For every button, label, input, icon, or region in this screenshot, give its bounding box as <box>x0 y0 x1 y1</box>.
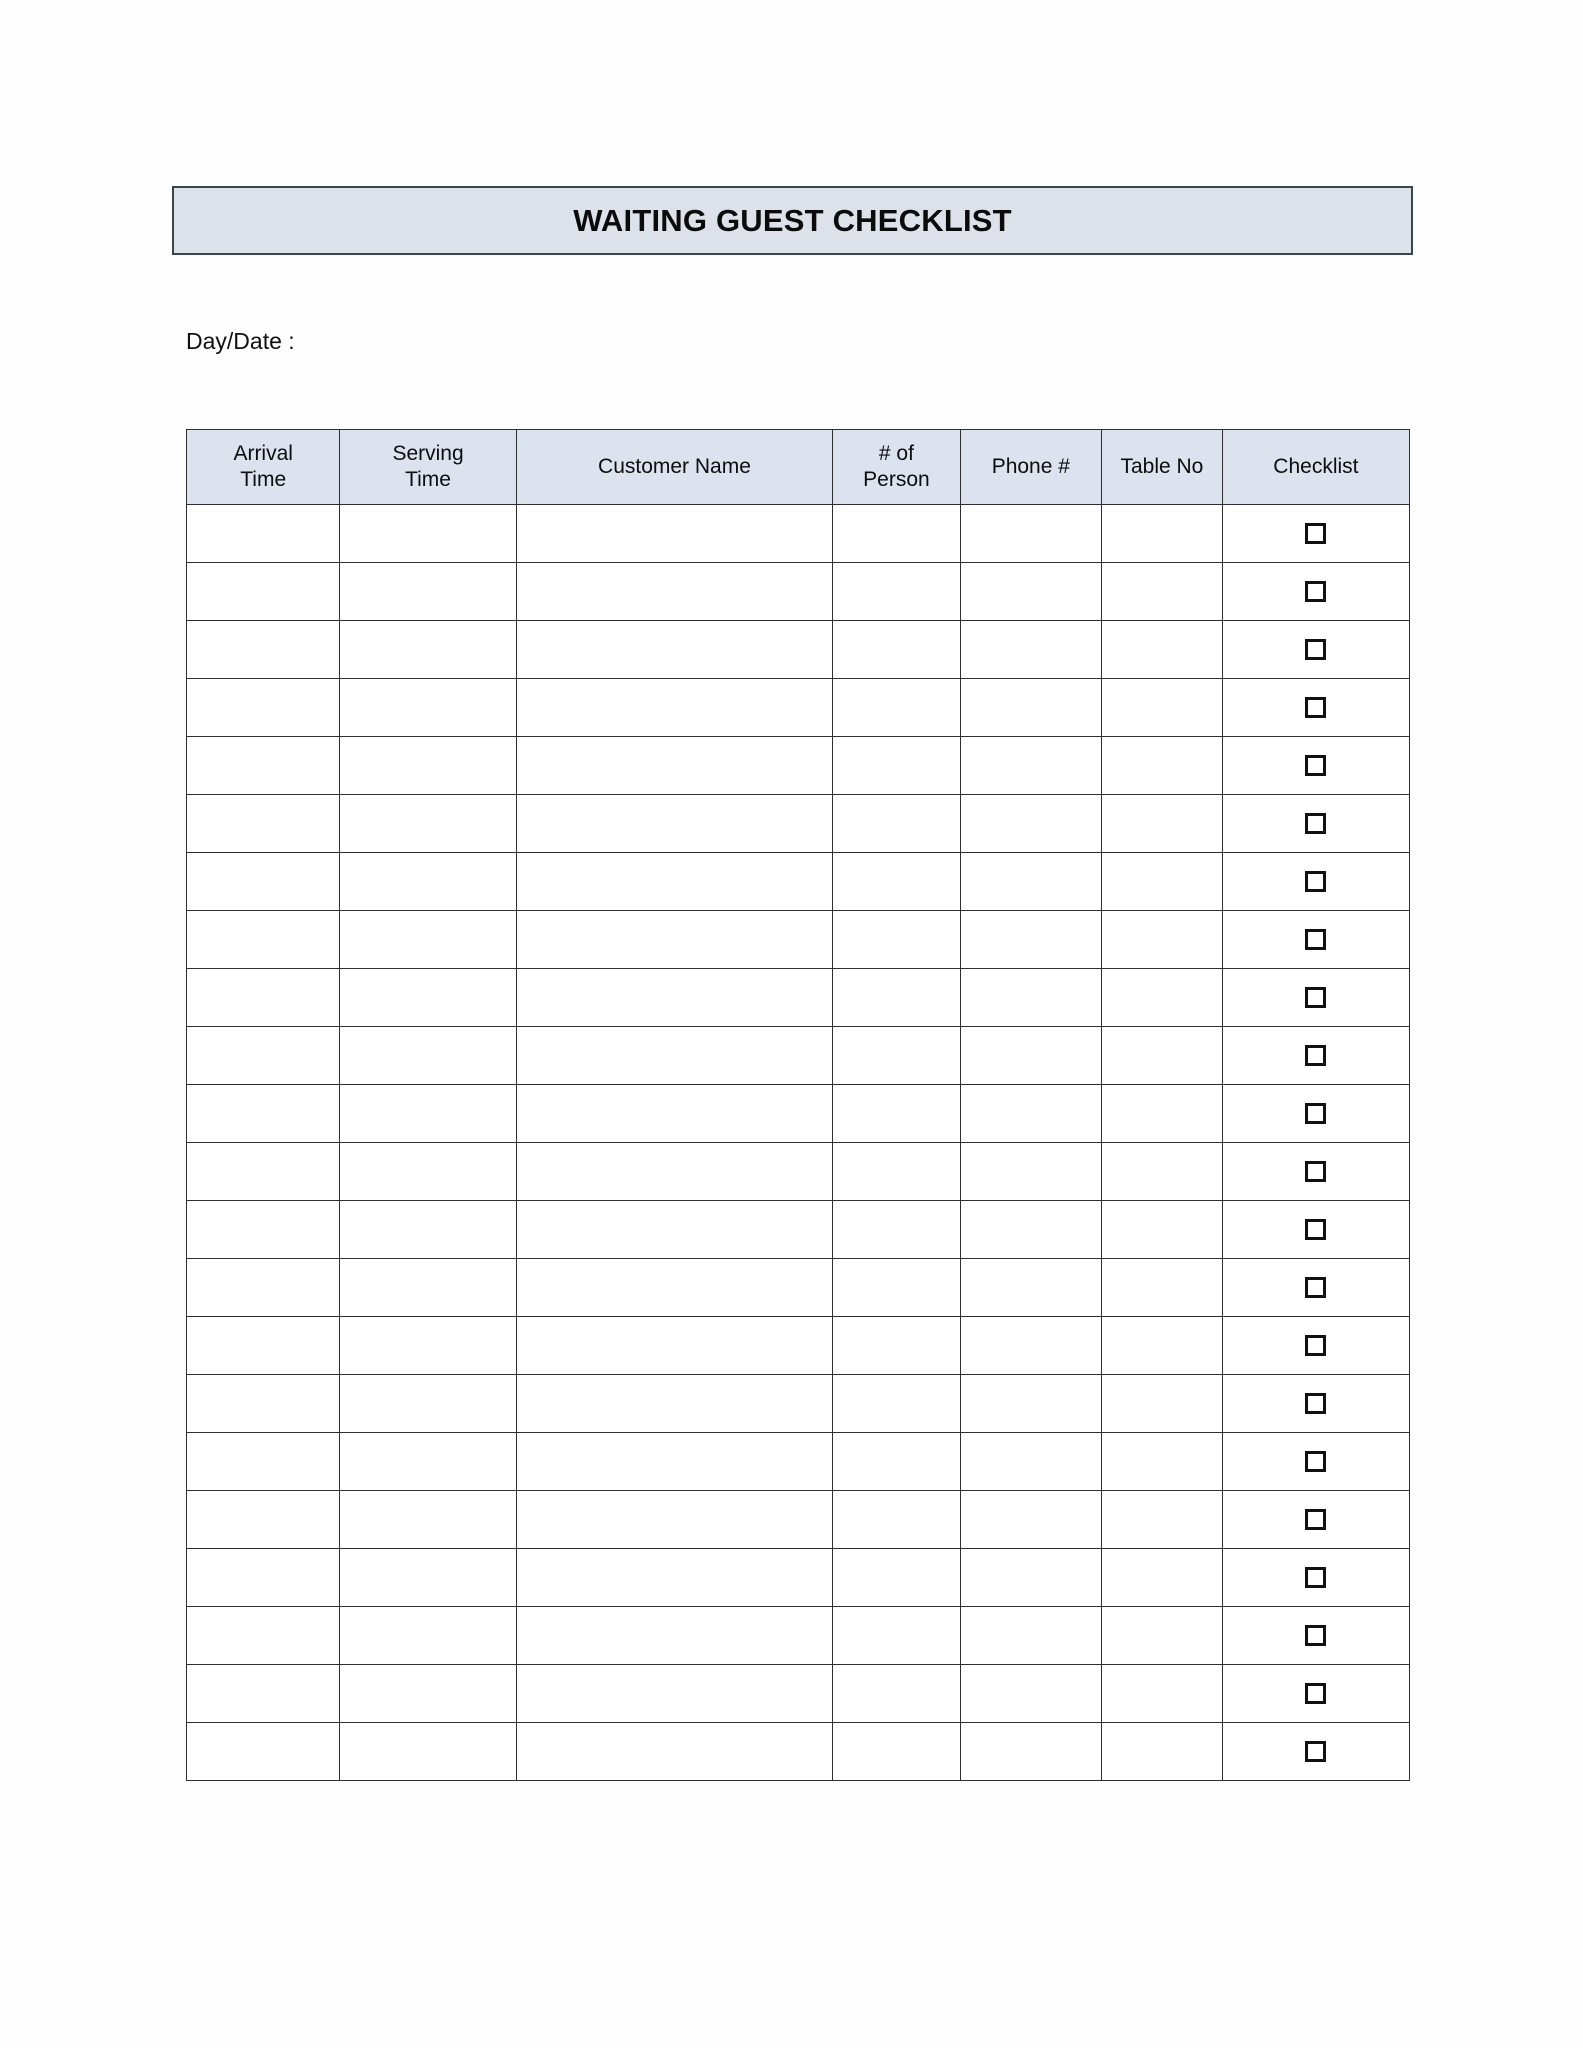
cell-customer_name[interactable] <box>516 1549 833 1607</box>
column-header-customer_name <box>516 430 833 505</box>
cell-serving_time[interactable] <box>340 1317 516 1375</box>
table-row <box>187 737 1410 795</box>
cell-arrival_time[interactable] <box>187 1723 340 1781</box>
checklist-cell[interactable] <box>1222 969 1409 1027</box>
cell-serving_time[interactable] <box>340 969 516 1027</box>
table-row <box>187 1665 1410 1723</box>
column-header-line2: Person <box>863 468 930 491</box>
cell-num_of_person[interactable] <box>833 1723 960 1781</box>
cell-customer_name[interactable] <box>516 737 833 795</box>
cell-serving_time[interactable] <box>340 1201 516 1259</box>
checkbox-unchecked-icon[interactable] <box>1305 1451 1326 1472</box>
cell-arrival_time[interactable] <box>187 1259 340 1317</box>
cell-table_no[interactable] <box>1102 1317 1223 1375</box>
cell-num_of_person[interactable] <box>833 1433 960 1491</box>
checklist-cell[interactable] <box>1222 737 1409 795</box>
checkbox-unchecked-icon[interactable] <box>1305 1393 1326 1414</box>
checkbox-unchecked-icon[interactable] <box>1305 1045 1326 1066</box>
cell-num_of_person[interactable] <box>833 621 960 679</box>
table-row <box>187 1491 1410 1549</box>
cell-table_no[interactable] <box>1102 737 1223 795</box>
checklist-cell[interactable] <box>1222 1317 1409 1375</box>
checklist-cell[interactable] <box>1222 1085 1409 1143</box>
cell-arrival_time[interactable] <box>187 737 340 795</box>
cell-customer_name[interactable] <box>516 1085 833 1143</box>
column-header-line1: Serving <box>392 442 464 466</box>
cell-arrival_time[interactable] <box>187 679 340 737</box>
checkbox-unchecked-icon[interactable] <box>1305 1741 1326 1762</box>
cell-phone[interactable] <box>960 1317 1101 1375</box>
cell-customer_name[interactable] <box>516 1607 833 1665</box>
cell-phone[interactable] <box>960 795 1101 853</box>
cell-arrival_time[interactable] <box>187 1375 340 1433</box>
cell-phone[interactable] <box>960 1665 1101 1723</box>
cell-customer_name[interactable] <box>516 795 833 853</box>
cell-arrival_time[interactable] <box>187 1085 340 1143</box>
cell-arrival_time[interactable] <box>187 1433 340 1491</box>
cell-phone[interactable] <box>960 1491 1101 1549</box>
column-header-phone <box>960 430 1101 505</box>
cell-serving_time[interactable] <box>340 1027 516 1085</box>
cell-serving_time[interactable] <box>340 1433 516 1491</box>
cell-customer_name[interactable] <box>516 1723 833 1781</box>
table-row <box>187 1085 1410 1143</box>
checklist-cell[interactable] <box>1222 679 1409 737</box>
cell-serving_time[interactable] <box>340 1491 516 1549</box>
checklist-cell[interactable] <box>1222 911 1409 969</box>
column-header-serving_time <box>340 430 516 505</box>
cell-table_no[interactable] <box>1102 795 1223 853</box>
cell-customer_name[interactable] <box>516 1201 833 1259</box>
cell-serving_time[interactable] <box>340 1665 516 1723</box>
cell-num_of_person[interactable] <box>833 1317 960 1375</box>
cell-customer_name[interactable] <box>516 911 833 969</box>
cell-table_no[interactable] <box>1102 1201 1223 1259</box>
cell-num_of_person[interactable] <box>833 911 960 969</box>
cell-num_of_person[interactable] <box>833 1027 960 1085</box>
table-row <box>187 563 1410 621</box>
checkbox-unchecked-icon[interactable] <box>1305 581 1326 602</box>
table-row <box>187 1143 1410 1201</box>
cell-customer_name[interactable] <box>516 1433 833 1491</box>
checkbox-unchecked-icon[interactable] <box>1305 523 1326 544</box>
table-row <box>187 1723 1410 1781</box>
cell-num_of_person[interactable] <box>833 679 960 737</box>
table-row <box>187 911 1410 969</box>
cell-phone[interactable] <box>960 1607 1101 1665</box>
cell-customer_name[interactable] <box>516 563 833 621</box>
cell-table_no[interactable] <box>1102 1433 1223 1491</box>
cell-arrival_time[interactable] <box>187 1317 340 1375</box>
table-row <box>187 795 1410 853</box>
column-header-line1: # of <box>878 442 914 466</box>
cell-num_of_person[interactable] <box>833 1143 960 1201</box>
cell-serving_time[interactable] <box>340 1375 516 1433</box>
day-date-label: Day/Date : <box>186 328 295 354</box>
cell-serving_time[interactable] <box>340 1723 516 1781</box>
checkbox-unchecked-icon[interactable] <box>1305 1683 1326 1704</box>
checklist-cell[interactable] <box>1222 1549 1409 1607</box>
cell-serving_time[interactable] <box>340 505 516 563</box>
checklist-cell[interactable] <box>1222 505 1409 563</box>
cell-table_no[interactable] <box>1102 563 1223 621</box>
cell-customer_name[interactable] <box>516 505 833 563</box>
cell-phone[interactable] <box>960 679 1101 737</box>
cell-table_no[interactable] <box>1102 853 1223 911</box>
column-header-arrival_time <box>187 430 340 505</box>
checklist-cell[interactable] <box>1222 1491 1409 1549</box>
cell-num_of_person[interactable] <box>833 1085 960 1143</box>
checklist-cell[interactable] <box>1222 621 1409 679</box>
cell-serving_time[interactable] <box>340 621 516 679</box>
table-row <box>187 1027 1410 1085</box>
checklist-cell[interactable] <box>1222 1259 1409 1317</box>
cell-num_of_person[interactable] <box>833 1201 960 1259</box>
cell-phone[interactable] <box>960 1027 1101 1085</box>
checklist-cell[interactable] <box>1222 1201 1409 1259</box>
cell-phone[interactable] <box>960 853 1101 911</box>
column-header-line1: Checklist <box>1273 455 1359 479</box>
column-header-line1: Table No <box>1120 455 1204 479</box>
checklist-cell[interactable] <box>1222 1375 1409 1433</box>
cell-arrival_time[interactable] <box>187 1491 340 1549</box>
cell-customer_name[interactable] <box>516 969 833 1027</box>
cell-num_of_person[interactable] <box>833 1607 960 1665</box>
cell-customer_name[interactable] <box>516 1259 833 1317</box>
cell-table_no[interactable] <box>1102 621 1223 679</box>
cell-table_no[interactable] <box>1102 1027 1223 1085</box>
cell-arrival_time[interactable] <box>187 969 340 1027</box>
cell-phone[interactable] <box>960 621 1101 679</box>
checklist-table-wrapper <box>186 429 1410 1781</box>
cell-table_no[interactable] <box>1102 1143 1223 1201</box>
checklist-cell[interactable] <box>1222 1433 1409 1491</box>
cell-arrival_time[interactable] <box>187 911 340 969</box>
checklist-cell[interactable] <box>1222 1143 1409 1201</box>
checkbox-unchecked-icon[interactable] <box>1305 1625 1326 1646</box>
cell-phone[interactable] <box>960 1375 1101 1433</box>
column-header-table_no <box>1102 430 1223 505</box>
cell-num_of_person[interactable] <box>833 1665 960 1723</box>
cell-phone[interactable] <box>960 505 1101 563</box>
column-header-line1: Arrival <box>233 442 293 466</box>
cell-customer_name[interactable] <box>516 853 833 911</box>
checklist-cell[interactable] <box>1222 1607 1409 1665</box>
checklist-cell[interactable] <box>1222 853 1409 911</box>
checklist-cell[interactable] <box>1222 563 1409 621</box>
table-row <box>187 1375 1410 1433</box>
cell-serving_time[interactable] <box>340 1607 516 1665</box>
table-row <box>187 969 1410 1027</box>
cell-num_of_person[interactable] <box>833 737 960 795</box>
column-header-line1: Customer Name <box>598 455 751 479</box>
table-body <box>187 505 1410 1781</box>
cell-num_of_person[interactable] <box>833 505 960 563</box>
cell-customer_name[interactable] <box>516 679 833 737</box>
cell-phone[interactable] <box>960 1259 1101 1317</box>
cell-table_no[interactable] <box>1102 505 1223 563</box>
checklist-cell[interactable] <box>1222 1665 1409 1723</box>
cell-phone[interactable] <box>960 1201 1101 1259</box>
cell-phone[interactable] <box>960 969 1101 1027</box>
cell-phone[interactable] <box>960 911 1101 969</box>
checkbox-unchecked-icon[interactable] <box>1305 871 1326 892</box>
document-title-banner <box>172 186 1413 255</box>
table-row <box>187 853 1410 911</box>
cell-arrival_time[interactable] <box>187 795 340 853</box>
column-header-line2: Time <box>240 468 287 491</box>
cell-serving_time[interactable] <box>340 795 516 853</box>
checkbox-unchecked-icon[interactable] <box>1305 697 1326 718</box>
table-row <box>187 1259 1410 1317</box>
table-row <box>187 1201 1410 1259</box>
checkbox-unchecked-icon[interactable] <box>1305 1567 1326 1588</box>
checkbox-unchecked-icon[interactable] <box>1305 1219 1326 1240</box>
table-row <box>187 1549 1410 1607</box>
cell-serving_time[interactable] <box>340 1085 516 1143</box>
cell-table_no[interactable] <box>1102 1491 1223 1549</box>
cell-table_no[interactable] <box>1102 1375 1223 1433</box>
cell-table_no[interactable] <box>1102 969 1223 1027</box>
cell-arrival_time[interactable] <box>187 621 340 679</box>
table-row <box>187 621 1410 679</box>
column-header-checklist <box>1222 430 1409 505</box>
cell-serving_time[interactable] <box>340 1549 516 1607</box>
cell-arrival_time[interactable] <box>187 1201 340 1259</box>
cell-customer_name[interactable] <box>516 1665 833 1723</box>
cell-phone[interactable] <box>960 1433 1101 1491</box>
checklist-cell[interactable] <box>1222 1723 1409 1781</box>
cell-arrival_time[interactable] <box>187 505 340 563</box>
cell-num_of_person[interactable] <box>833 1491 960 1549</box>
cell-phone[interactable] <box>960 563 1101 621</box>
cell-table_no[interactable] <box>1102 1549 1223 1607</box>
cell-arrival_time[interactable] <box>187 563 340 621</box>
cell-table_no[interactable] <box>1102 911 1223 969</box>
cell-serving_time[interactable] <box>340 911 516 969</box>
checkbox-unchecked-icon[interactable] <box>1305 1103 1326 1124</box>
table-row <box>187 1607 1410 1665</box>
cell-serving_time[interactable] <box>340 853 516 911</box>
checkbox-unchecked-icon[interactable] <box>1305 755 1326 776</box>
cell-serving_time[interactable] <box>340 1143 516 1201</box>
checkbox-unchecked-icon[interactable] <box>1305 1509 1326 1530</box>
checkbox-unchecked-icon[interactable] <box>1305 987 1326 1008</box>
checkbox-unchecked-icon[interactable] <box>1305 1161 1326 1182</box>
cell-customer_name[interactable] <box>516 1491 833 1549</box>
checklist-cell[interactable] <box>1222 1027 1409 1085</box>
cell-phone[interactable] <box>960 1085 1101 1143</box>
cell-num_of_person[interactable] <box>833 1549 960 1607</box>
cell-phone[interactable] <box>960 1723 1101 1781</box>
cell-serving_time[interactable] <box>340 737 516 795</box>
cell-table_no[interactable] <box>1102 1085 1223 1143</box>
cell-num_of_person[interactable] <box>833 795 960 853</box>
cell-arrival_time[interactable] <box>187 853 340 911</box>
cell-table_no[interactable] <box>1102 1665 1223 1723</box>
cell-serving_time[interactable] <box>340 1259 516 1317</box>
waiting-guest-table <box>186 429 1410 1781</box>
cell-table_no[interactable] <box>1102 1723 1223 1781</box>
cell-num_of_person[interactable] <box>833 1375 960 1433</box>
cell-arrival_time[interactable] <box>187 1665 340 1723</box>
cell-num_of_person[interactable] <box>833 853 960 911</box>
checkbox-unchecked-icon[interactable] <box>1305 929 1326 950</box>
cell-customer_name[interactable] <box>516 1375 833 1433</box>
checkbox-unchecked-icon[interactable] <box>1305 1335 1326 1356</box>
table-row <box>187 505 1410 563</box>
cell-phone[interactable] <box>960 737 1101 795</box>
cell-customer_name[interactable] <box>516 1317 833 1375</box>
cell-table_no[interactable] <box>1102 1259 1223 1317</box>
cell-arrival_time[interactable] <box>187 1143 340 1201</box>
cell-num_of_person[interactable] <box>833 1259 960 1317</box>
cell-serving_time[interactable] <box>340 563 516 621</box>
column-header-line2: Time <box>405 468 451 491</box>
cell-num_of_person[interactable] <box>833 563 960 621</box>
checkbox-unchecked-icon[interactable] <box>1305 1277 1326 1298</box>
cell-customer_name[interactable] <box>516 621 833 679</box>
table-row <box>187 1317 1410 1375</box>
table-row <box>187 679 1410 737</box>
checkbox-unchecked-icon[interactable] <box>1305 813 1326 834</box>
page-title: WAITING GUEST CHECKLIST <box>573 203 1012 238</box>
cell-table_no[interactable] <box>1102 1607 1223 1665</box>
cell-num_of_person[interactable] <box>833 969 960 1027</box>
cell-phone[interactable] <box>960 1549 1101 1607</box>
table-header-row <box>187 430 1410 505</box>
cell-table_no[interactable] <box>1102 679 1223 737</box>
column-header-line1: Phone # <box>991 455 1070 479</box>
column-header-num_of_person <box>833 430 960 505</box>
cell-arrival_time[interactable] <box>187 1549 340 1607</box>
cell-customer_name[interactable] <box>516 1143 833 1201</box>
checkbox-unchecked-icon[interactable] <box>1305 639 1326 660</box>
cell-phone[interactable] <box>960 1143 1101 1201</box>
cell-serving_time[interactable] <box>340 679 516 737</box>
cell-arrival_time[interactable] <box>187 1027 340 1085</box>
cell-customer_name[interactable] <box>516 1027 833 1085</box>
table-row <box>187 1433 1410 1491</box>
table-header <box>187 430 1410 505</box>
cell-arrival_time[interactable] <box>187 1607 340 1665</box>
checklist-cell[interactable] <box>1222 795 1409 853</box>
